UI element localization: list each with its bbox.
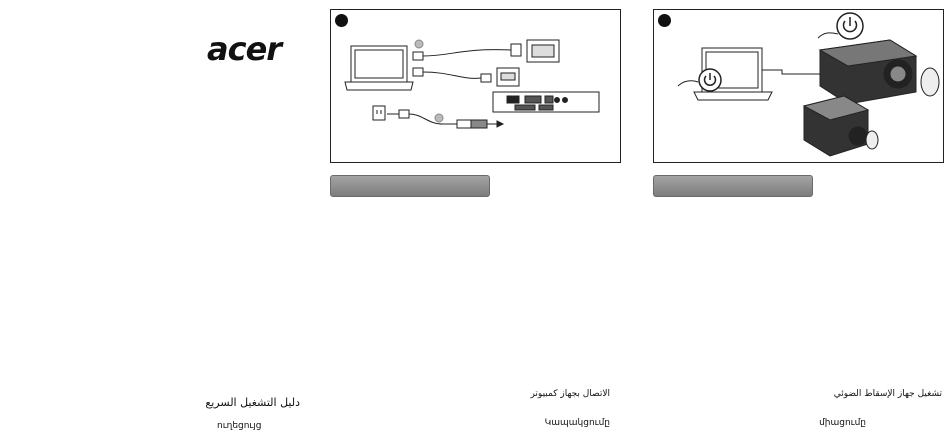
step-1-title-armenian: Կապակցումը [544,418,610,428]
step-2-title-arabic: تشغيل جهاز الإسقاط الضوئي [833,389,942,399]
cover-title-arabic: دليل التشغيل السريع [205,396,300,409]
power-on-diagram [654,10,943,162]
cover-title-armenian: ուղեցույց [217,421,262,431]
step-2-illustration-panel [653,9,944,163]
step-2-title-armenian: միացումը [819,418,866,428]
computer-connection-diagram [331,10,620,162]
step-1-caption-bar [330,175,490,197]
projector-power-icon [818,13,863,39]
svg-text:acer: acer [207,30,282,68]
step-1-title-arabic: الاتصال بجهاز كمبيوتر [530,389,610,399]
step-2-caption-bar [653,175,813,197]
acer-logo [205,30,295,68]
step-1-illustration-panel [330,9,621,163]
laptop-power-icon [678,69,721,91]
